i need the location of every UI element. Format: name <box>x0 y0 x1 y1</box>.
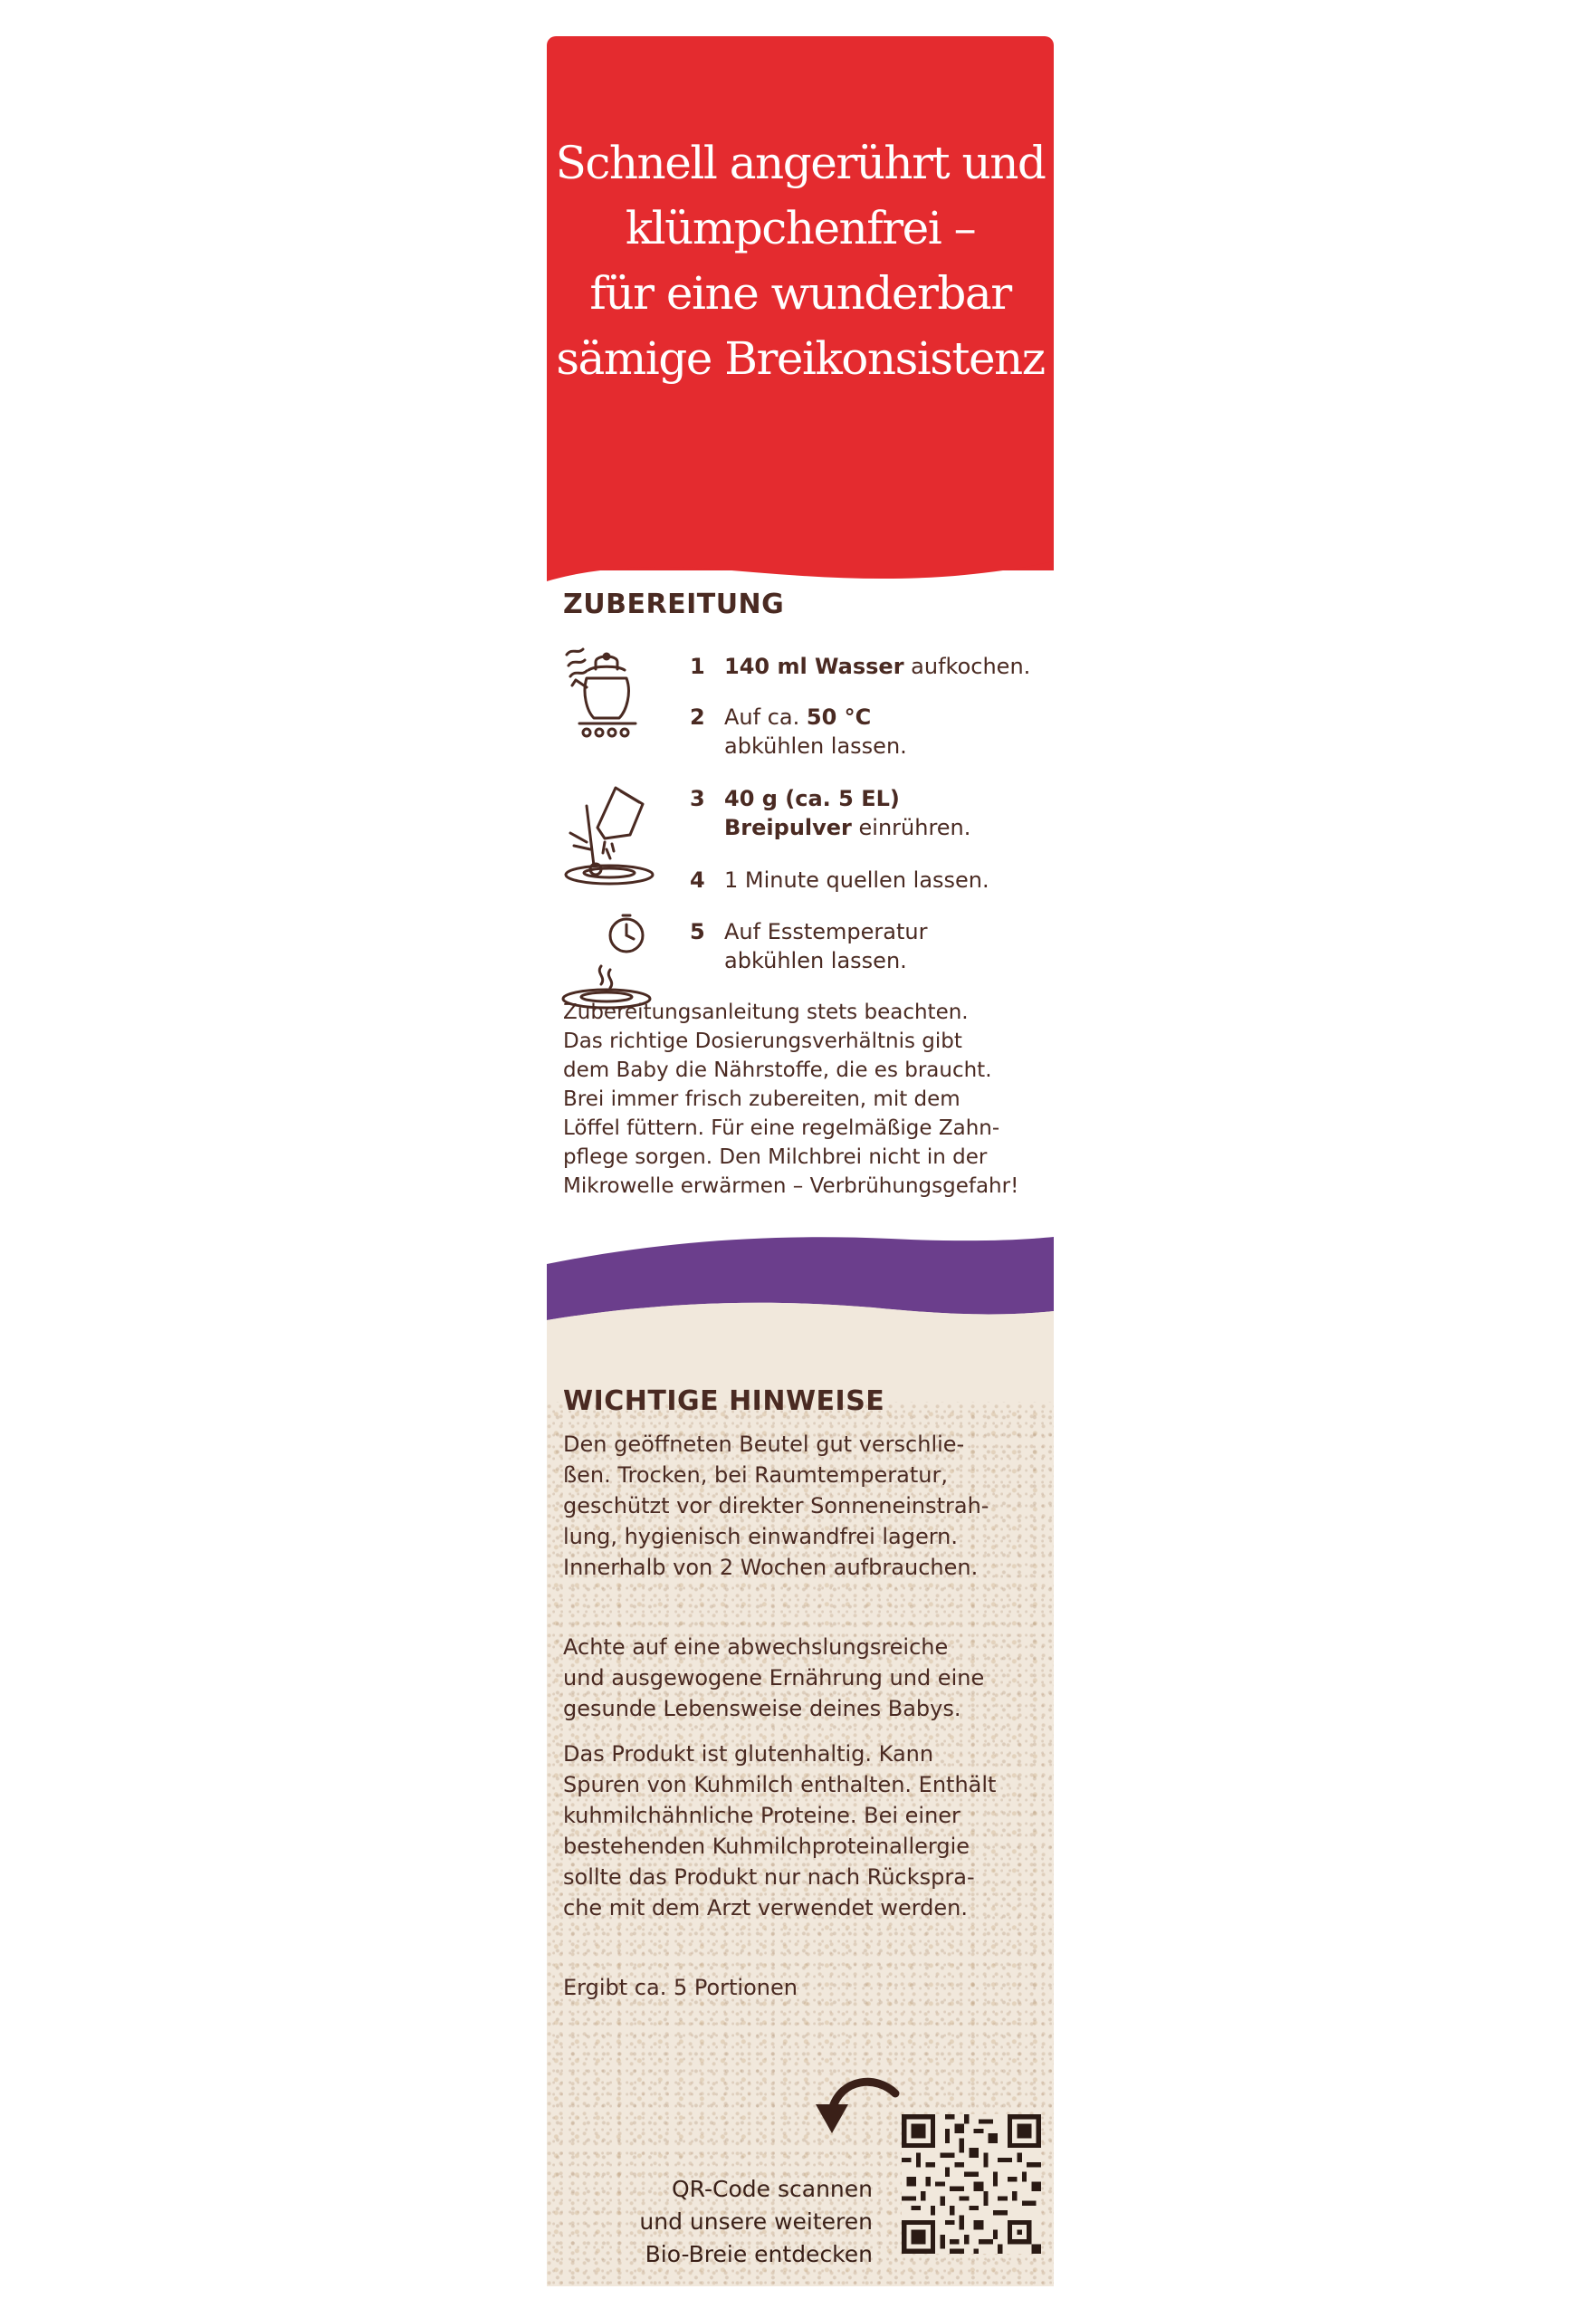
step-3-post: einrühren. <box>851 815 971 840</box>
notice-line: dem Baby die Nährstoffe, die es braucht. <box>563 1058 992 1082</box>
step-1-number: 1 <box>690 654 705 679</box>
hinweise-line: sollte das Produkt nur nach Rückspra- <box>563 1864 975 1890</box>
step-1-bold: 140 ml Wasser <box>724 654 904 679</box>
step-2-number: 2 <box>690 704 705 730</box>
step-3-bold-2: Breipulver <box>724 815 852 840</box>
hinweise-line: Innerhalb von 2 Wochen aufbrauchen. <box>563 1555 979 1580</box>
step-5-post: abkühlen lassen. <box>724 948 907 973</box>
step-2-bold: 50 °C <box>806 704 872 730</box>
tagline-line-4: sämige Breikonsistenz <box>556 332 1045 385</box>
step-2-pre: Auf ca. <box>724 704 807 730</box>
red-wave-edge <box>547 525 1054 598</box>
hinweise-line: ßen. Trocken, bei Raumtemperatur, <box>563 1462 948 1488</box>
step-3-bold: 40 g (ca. 5 EL) <box>724 786 900 811</box>
hinweise-title: WICHTIGE HINWEISE <box>563 1385 885 1417</box>
tagline-line-2: klümpchenfrei – <box>625 202 976 254</box>
hinweise-line: kuhmilchähnliche Proteine. Bei einer <box>563 1803 960 1828</box>
qr-caption-line-2: und unsere weiteren <box>639 2208 873 2235</box>
hinweise-line: Achte auf eine abwechslungsreiche <box>563 1634 949 1660</box>
portionen-text: Ergibt ca. 5 Portionen <box>563 1975 798 2000</box>
hinweise-line: Das Produkt ist glutenhaltig. Kann <box>563 1741 934 1767</box>
notice-line: Löffel füttern. Für eine regelmäßige Zahn- <box>563 1116 1000 1140</box>
step-1-text: aufkochen. <box>903 654 1031 679</box>
notice-line: pflege sorgen. Den Milchbrei nicht in der <box>563 1145 988 1169</box>
step-3-number: 3 <box>690 786 705 811</box>
tagline-line-1: Schnell angerührt und <box>555 137 1046 189</box>
package-side-panel <box>547 36 1054 2286</box>
kettle-on-stove-icon <box>559 638 650 774</box>
hinweise-paragraph-3 <box>563 1738 1043 1923</box>
step-4-text: 1 Minute quellen lassen. <box>724 867 989 893</box>
tagline <box>547 130 1054 391</box>
hinweise-line: geschützt vor direkter Sonneneinstrah- <box>563 1493 989 1518</box>
preparation-notice <box>563 998 1043 1201</box>
qr-caption-line-1: QR-Code scannen <box>671 2176 873 2202</box>
step-2-post: abkühlen lassen. <box>724 733 907 759</box>
qr-code[interactable] <box>902 2114 1041 2254</box>
hinweise-line: bestehenden Kuhmilchproteinallergie <box>563 1834 970 1859</box>
hinweise-line: und ausgewogene Ernährung und eine <box>563 1665 985 1691</box>
step-5-text: Auf Esstemperatur <box>724 919 928 944</box>
notice-line: Zubereitungsanleitung stets beachten. <box>563 1001 969 1024</box>
tagline-line-3: für eine wunderbar <box>589 267 1011 320</box>
notice-line: Brei immer frisch zubereiten, mit dem <box>563 1087 960 1111</box>
qr-caption <box>583 2173 873 2271</box>
zubereitung-title: ZUBEREITUNG <box>563 589 785 620</box>
step-4-number: 4 <box>690 867 705 893</box>
hinweise-line: Spuren von Kuhmilch enthalten. Enthält <box>563 1772 997 1797</box>
hinweise-line: lung, hygienisch einwandfrei lagern. <box>563 1524 959 1549</box>
notice-line: Das richtige Dosierungsverhältnis gibt <box>563 1030 962 1053</box>
hinweise-line: che mit dem Arzt verwendet werden. <box>563 1895 968 1920</box>
notice-line: Mikrowelle erwärmen – Verbrühungsgefahr! <box>563 1174 1019 1198</box>
powder-into-plate-icon <box>559 779 659 896</box>
hinweise-line: gesunde Lebensweise deines Babys. <box>563 1696 961 1721</box>
curved-arrow-icon <box>805 2074 904 2155</box>
hinweise-paragraph-1 <box>563 1429 1043 1583</box>
hinweise-line: Den geöffneten Beutel gut verschlie- <box>563 1432 965 1457</box>
step-5-number: 5 <box>690 919 705 944</box>
hinweise-paragraph-2 <box>563 1632 1043 1724</box>
qr-caption-line-3: Bio-Breie entdecken <box>645 2241 873 2267</box>
purple-wave-band <box>547 1221 1054 1402</box>
